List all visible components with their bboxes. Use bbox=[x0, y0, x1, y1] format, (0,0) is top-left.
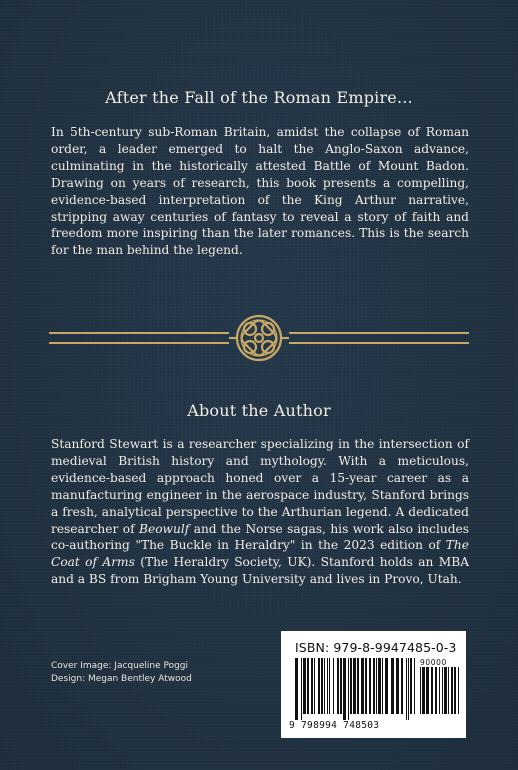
celtic-knot-icon bbox=[229, 316, 289, 360]
author-bio-title-beowulf: Beowulf bbox=[139, 521, 190, 536]
author-bio-part1: Stanford Stewart is a researcher specializing in the intersection of medieval British history and mythology. With a meticulous, evidence-based approach honed over a 15-year career as a manufacturing engineer in the aerospace industry, Stanford brings a fresh, analytical perspective to the Arthurian legend. A dedicated researcher of bbox=[51, 437, 469, 536]
cover-credits bbox=[51, 660, 192, 685]
isbn-barcode bbox=[281, 631, 466, 738]
author-bio-part3: (The Heraldry Society, UK). Stanford holds an MBA and a BS from Brigham Young University and lives in Provo, Utah. bbox=[51, 555, 469, 587]
author-bio bbox=[51, 436, 469, 588]
credit-cover-image: Cover Image: Jacqueline Poggi bbox=[51, 661, 189, 671]
celtic-knot-divider bbox=[49, 313, 469, 363]
author-bio-title-coat-of-arms: The Coat of Arms bbox=[51, 538, 469, 570]
author-bio-part2: and the Norse sagas, his work also includes co-authoring "The Buckle in Heraldry" in the 2023 edition of bbox=[51, 521, 469, 553]
credit-design: Design: Megan Bentley Atwood bbox=[51, 673, 192, 684]
barcode-bars bbox=[295, 658, 417, 720]
barcode-price-code: 90000 bbox=[420, 658, 447, 667]
heading-about-author: About the Author bbox=[187, 401, 331, 420]
barcode-addon-bars bbox=[420, 667, 460, 720]
barcode-digits: 9 798994 748503 bbox=[289, 720, 380, 731]
isbn-label: ISBN: 979-8-9947485-0-3 bbox=[295, 640, 457, 655]
book-description: In 5th-century sub-Roman Britain, amidst the collapse of Roman order, a leader emerged to halt the Anglo-Saxon advance, culminating in the historically attested Battle of Mount Badon. Drawing on years of research, this book presents a compelling, evidence-based interpretation of the King Arthur narrative, stripping away centuries of fantasy to reveal a story of faith and freedom more inspiring than the later romances. This is the search for the man behind the legend. bbox=[51, 125, 469, 258]
heading-fall-of-rome: After the Fall of the Roman Empire... bbox=[105, 88, 413, 107]
